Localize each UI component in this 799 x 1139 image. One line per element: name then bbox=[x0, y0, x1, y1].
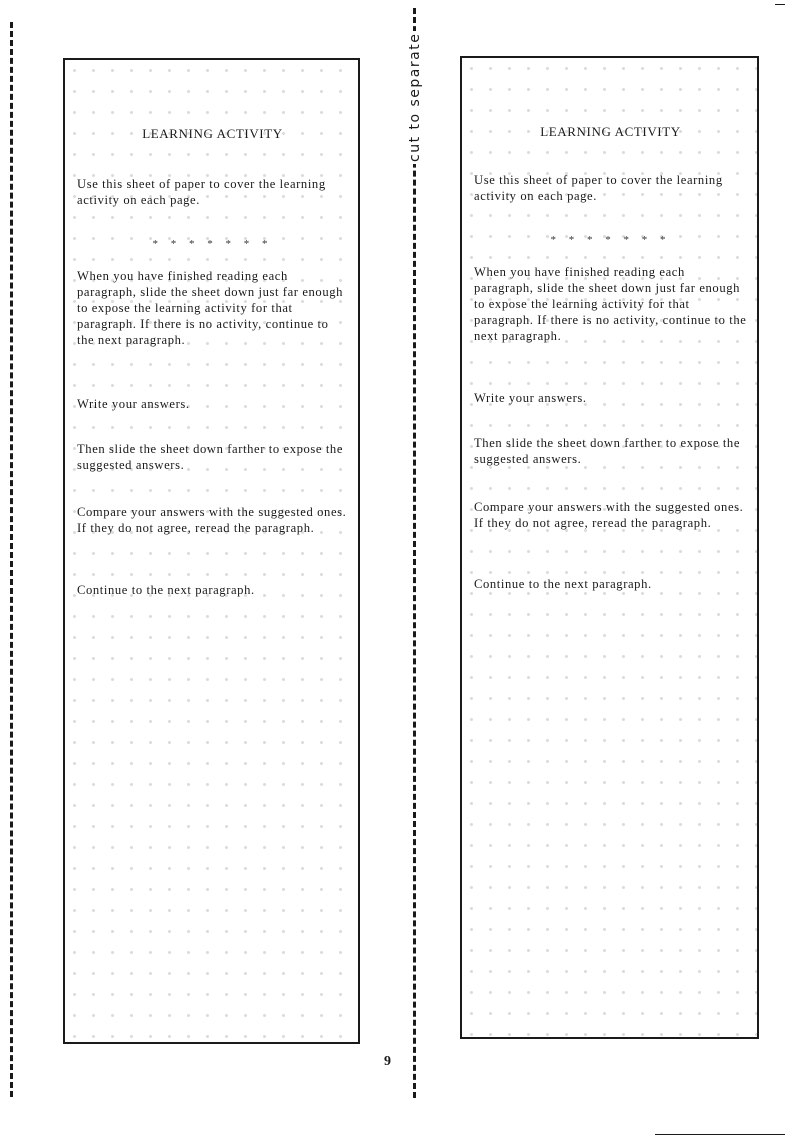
instruction-compare: Compare your answers with the suggested ones. If they do not agree, reread the paragraph. bbox=[474, 500, 744, 530]
instruction-slide: Then slide the sheet down farther to expose the suggested answers. bbox=[77, 442, 344, 472]
learning-activity-sheet-left bbox=[63, 58, 360, 1044]
instruction-write: Write your answers. bbox=[77, 397, 190, 411]
instruction-reading: When you have finished reading each paragraph, slide the sheet down just far enough to expose the learning activity for that paragraph. If there is no activity, continue to the next paragraph. bbox=[77, 269, 344, 347]
instruction-continue: Continue to the next paragraph. bbox=[77, 583, 255, 597]
intro-text: Use this sheet of paper to cover the learning activity on each page. bbox=[77, 177, 326, 207]
left-cut-line bbox=[10, 22, 13, 1097]
sheet-title: LEARNING ACTIVITY bbox=[540, 124, 681, 139]
center-cut-line bbox=[413, 8, 416, 1098]
corner-mark bbox=[775, 4, 785, 5]
sheet-title: LEARNING ACTIVITY bbox=[142, 126, 283, 141]
instruction-continue: Continue to the next paragraph. bbox=[474, 577, 652, 591]
instruction-reading: When you have finished reading each paragraph, slide the sheet down just far enough to expose the learning activity for that paragraph. If there is no activity, continue to the next paragraph. bbox=[474, 265, 747, 343]
cut-instruction-label: cut to separate bbox=[407, 32, 423, 162]
bottom-rule bbox=[655, 1134, 785, 1135]
learning-activity-sheet-right bbox=[460, 56, 759, 1039]
star-separator: * * * * * * * bbox=[152, 238, 273, 250]
instruction-compare: Compare your answers with the suggested ones. If they do not agree, reread the paragraph. bbox=[77, 505, 347, 535]
instruction-write: Write your answers. bbox=[474, 391, 587, 405]
star-separator: * * * * * * * bbox=[550, 234, 671, 246]
instruction-slide: Then slide the sheet down farther to expose the suggested answers. bbox=[474, 436, 741, 466]
intro-text: Use this sheet of paper to cover the learning activity on each page. bbox=[474, 173, 723, 203]
page-number: 9 bbox=[384, 1054, 391, 1069]
